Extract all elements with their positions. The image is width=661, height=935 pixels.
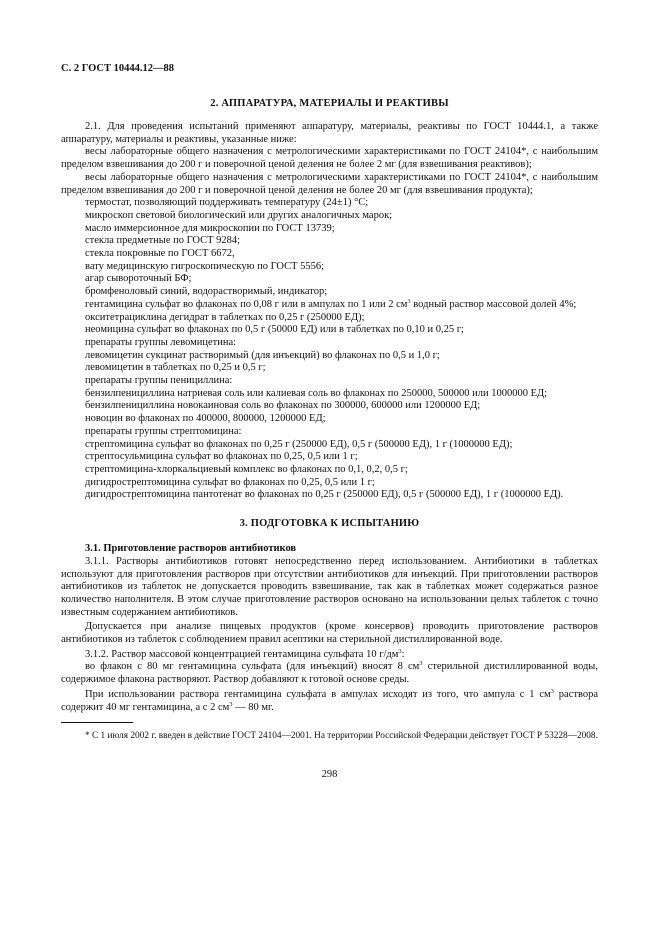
reagent-item: препараты группы пенициллина: <box>85 375 233 387</box>
section-3-title: 3. ПОДГОТОВКА К ИСПЫТАНИЮ <box>239 518 420 530</box>
superscript: 3 <box>550 687 554 695</box>
superscript: 3 <box>407 297 411 305</box>
paragraph-3-1-2 <box>61 649 598 662</box>
running-header: С. 2 ГОСТ 10444.12—88 <box>61 63 175 74</box>
reagent-item: препараты группы стрептомицина: <box>85 425 242 437</box>
gentamicin-item <box>61 299 598 312</box>
paragraph-3-1-1: 3.1.1. Растворы антибиотиков готовят непосредственно перед использованием. Антибиотики в таблетках используют для приготовления растворов при отсутствии антибиотиков для инъекций. При приготовлении растворов антибиотиков из таблеток не допускается проводить взвешивание, так как в таблетках может содержаться разное количество наполнителя. В этом случае приготовление растворов основано на использовании целых таблеток с точно известным содержанием антибиотиков. <box>61 555 598 618</box>
superscript: 3 <box>229 700 233 708</box>
p5-text-b: раствора содержит 40 мг гентамицина, а с 2 см <box>61 688 598 713</box>
reagent-item: окситетрациклина дегидрат в таблетках по 0,25 г (250000 ЕД); <box>85 311 365 323</box>
reagent-item: стрептомицина-хлоркальциевый комплекс во флаконах по 0,1, 0,2, 0,5 г; <box>85 463 408 475</box>
document-page <box>61 62 598 780</box>
reagent-item: стрептомицина сульфат во флаконах по 0,25 г (250000 ЕД), 0,5 г (500000 ЕД), 1 г (1000000 ЕД); <box>85 438 513 450</box>
footnote-divider <box>61 722 133 723</box>
reagent-item: неомицина сульфат во флаконах по 0,5 г (50000 ЕД) или в таблетках по 0,10 и 0,25 г; <box>85 324 464 336</box>
reagent-item: препараты группы левомицетина: <box>85 336 237 348</box>
reagent-item: стрептосульмицина сульфат во флаконах по 0,25, 0,5 или 1 г; <box>85 451 358 463</box>
equipment-item: весы лабораторные общего назначения с метрологическими характеристиками по ГОСТ 24104*, с наибольшим пределом взвешивания до 200 г и поверочной ценой деления не более 20 мг (для взвешивания продукта); <box>61 171 598 196</box>
p3-text-a: 3.1.2. Раствор массовой концентрацией гентамицина сульфата 10 г/дм <box>85 648 399 660</box>
superscript: 3 <box>419 660 423 668</box>
equipment-item: микроскоп световой биологический или других аналогичных марок; <box>85 209 393 221</box>
reagent-item: левомицетин в таблетках по 0,25 и 0,5 г; <box>85 362 266 374</box>
reagent-item: левомицетин сукцинат растворимый (для инъекций) во флаконах по 0,5 и 1,0 г; <box>85 349 440 361</box>
p5-text-a: При использовании раствора гентамицина сульфата в ампулах исходят из того, что ампула с 1 см <box>85 688 551 700</box>
reagent-item: бензилпенициллина новокаиновая соль во флаконах по 300000, 600000 или 1200000 ЕД; <box>85 400 481 412</box>
paragraph-ampoule <box>61 689 598 714</box>
paragraph-asepsis: Допускается при анализе пищевых продуктов (кроме консервов) проводить приготовление растворов антибиотиков из таблеток с соблюдением правил асептики на стерильной дистиллированной воде. <box>61 621 598 646</box>
page-number: 298 <box>321 768 338 780</box>
equipment-item: агар сывороточный БФ; <box>85 273 192 285</box>
equipment-item: масло иммерсионное для микроскопии по ГОСТ 13739; <box>85 222 335 234</box>
equipment-item: стекла покровные по ГОСТ 6672, <box>85 248 235 260</box>
gentamicin-text-b: водный раствор массовой долей 4%; <box>410 298 577 310</box>
equipment-item: вату медицинскую гигроскопическую по ГОСТ 5556; <box>85 260 325 272</box>
section-3-body <box>61 543 598 714</box>
equipment-item: термостат, позволяющий поддерживать температуру (24±1) °С; <box>85 197 369 209</box>
paragraph-vial <box>61 661 598 686</box>
section-2-title: 2. АППАРАТУРА, МАТЕРИАЛЫ И РЕАКТИВЫ <box>210 98 449 109</box>
p5-text-c: — 80 мг. <box>232 701 274 713</box>
section-2-body <box>61 121 598 502</box>
reagent-item: дигидрострептомицина сульфат во флаконах по 0,25, 0,5 или 1 г; <box>85 476 375 488</box>
reagent-item: бензилпенициллина натриевая соль или калиевая соль во флаконах по 250000, 500000 или 1000000 ЕД; <box>85 387 548 399</box>
footnote: * С 1 июля 2002 г. введен в действие ГОСТ 24104—2001. На территории Российской Федерации действует ГОСТ Р 53228—2008. <box>85 731 598 742</box>
reagent-item: новоцин во флаконах по 400000, 800000, 1200000 ЕД; <box>85 413 326 425</box>
equipment-item: весы лабораторные общего назначения с метрологическими характеристиками по ГОСТ 24104*, с наибольшим пределом взвешивания до 200 г и поверочной ценой деления не более 2 мг (для взвешивания реактивов); <box>61 146 598 171</box>
subsection-3-1-title: 3.1. Приготовление растворов антибиотиков <box>85 543 297 555</box>
p3-text-b: : <box>401 648 405 660</box>
p4-text-a: во флакон с 80 мг гентамицина сульфата (для инъекций) вносят 8 см <box>85 661 420 673</box>
p4-text-b: стерильной дистиллированной воды, содержимое флакона растворяют. Раствор добавляют к готовой основе среды. <box>61 661 598 686</box>
equipment-item: бромфеноловый синий, водорастворимый, индикатор; <box>85 286 328 298</box>
section-2-intro: 2.1. Для проведения испытаний применяют аппаратуру, материалы, реактивы по ГОСТ 10444.1, а также аппаратуру, материалы и реактивы, указанные ниже: <box>61 121 598 145</box>
reagent-item: дигидрострептомицина пантотенат во флаконах по 0,25 г (250000 ЕД), 0,5 г (500000 ЕД), 1 г (1000000 ЕД). <box>85 489 564 501</box>
equipment-item: стекла предметные по ГОСТ 9284; <box>85 235 241 247</box>
gentamicin-text-a: гентамицина сульфат во флаконах по 0,08 г или в ампулах по 1 или 2 см <box>85 298 408 310</box>
superscript: 3 <box>398 647 402 655</box>
